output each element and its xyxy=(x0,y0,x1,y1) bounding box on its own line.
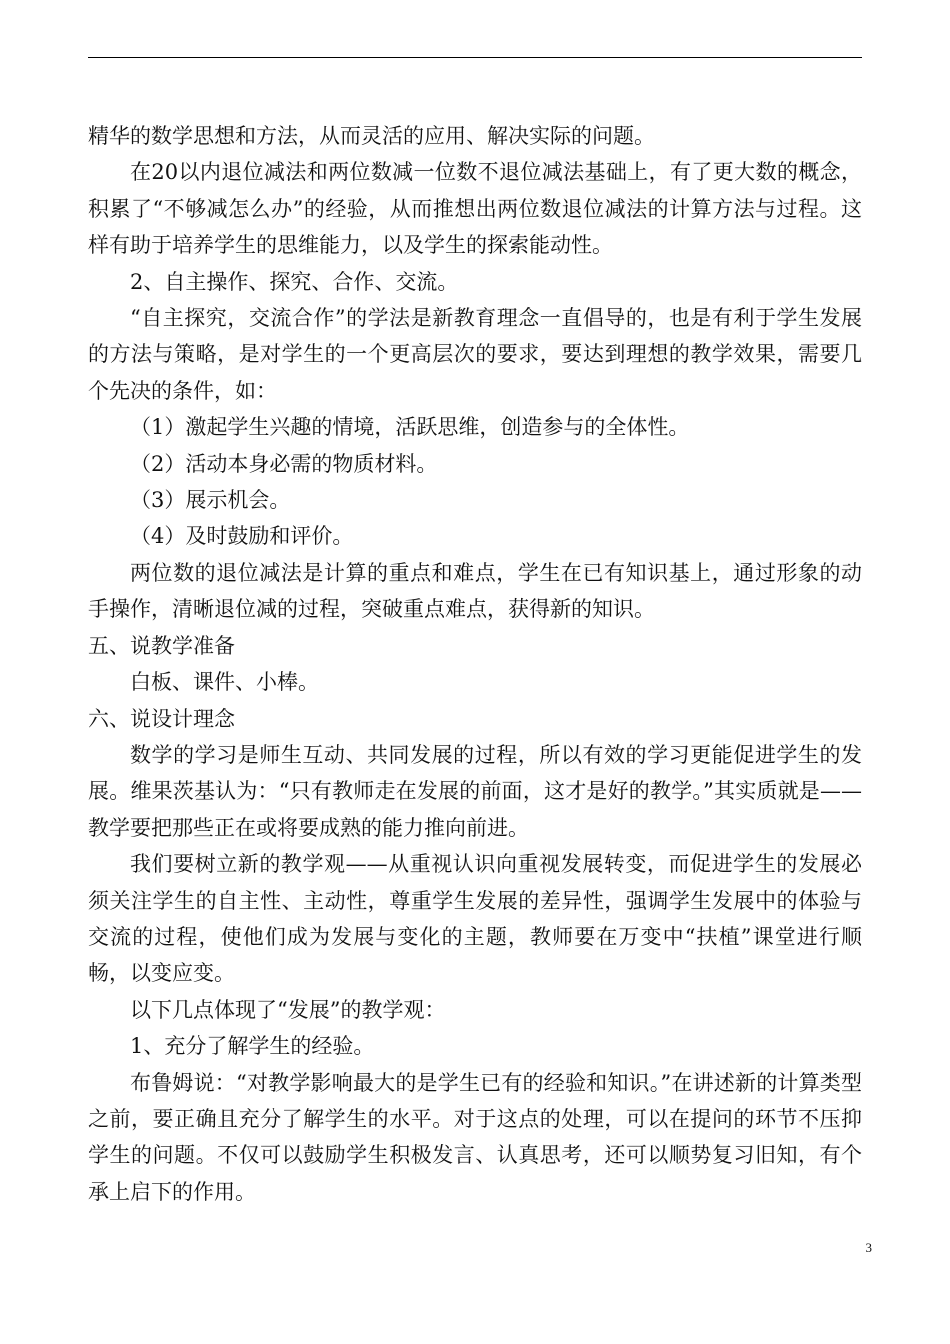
list-heading: 1、充分了解学生的经验。 xyxy=(130,1034,375,1059)
body-text xyxy=(88,118,862,1210)
page-number: 3 xyxy=(865,1240,872,1255)
paragraph: 精华的数学思想和方法，从而灵活的应用、解决实际的问题。 xyxy=(88,124,655,148)
paragraph: 布鲁姆说：“对教学影响最大的是学生已有的经验和知识。”在讲述新的计算类型之前，要正确且充分了解学生的水平。对于这点的处理，可以在提问的环节不压抑学生的问题。不仅可以鼓励学生积极发言、认真思考，还可以顺势复习旧知，有个承上启下的作用。 xyxy=(88,1070,862,1204)
paragraph: “自主探究，交流合作”的学法是新教育理念一直倡导的，也是有利于学生发展的方法与策略，是对学生的一个更高层次的要求，要达到理想的教学效果，需要几个先决的条件，如： xyxy=(88,306,862,403)
list-heading: 2、自主操作、探究、合作、交流。 xyxy=(130,269,459,294)
section-heading: 六、说设计理念 xyxy=(88,706,235,731)
paragraph: 数学的学习是师生互动、共同发展的过程，所以有效的学习更能促进学生的发展。维果茨基认为：“只有教师走在发展的前面，这才是好的教学。”其实质就是——教学要把那些正在或将要成熟的能力推向前进。 xyxy=(88,742,862,840)
list-item: （4）及时鼓励和评价。 xyxy=(130,524,354,549)
paragraph: 在20以内退位减法和两位数减一位数不退位减法基础上，有了更大数的概念，积累了“不够减怎么办”的经验，从而推想出两位数退位减法的计算方法与过程。这样有助于培养学生的思维能力，以及学生的探索能动性。 xyxy=(88,160,862,258)
paragraph: 白板、课件、小棒。 xyxy=(130,670,319,695)
header-rule xyxy=(88,57,862,58)
list-item: （2）活动本身必需的物质材料。 xyxy=(130,451,438,476)
paragraph: 以下几点体现了“发展”的教学观： xyxy=(130,997,446,1022)
section-heading: 五、说教学准备 xyxy=(88,633,235,658)
list-item: （1）激起学生兴趣的情境，活跃思维，创造参与的全体性。 xyxy=(130,415,690,440)
paragraph: 两位数的退位减法是计算的重点和难点，学生在已有知识基上，通过形象的动手操作，清晰退位减的过程，突破重点难点，获得新的知识。 xyxy=(88,560,862,622)
paragraph: 我们要树立新的教学观——从重视认识向重视发展转变，而促进学生的发展必须关注学生的自主性、主动性，尊重学生发展的差异性，强调学生发展中的体验与交流的过程，使他们成为发展与变化的主题，教师要在万变中“扶植”课堂进行顺畅，以变应变。 xyxy=(88,852,862,986)
list-item: （3）展示机会。 xyxy=(130,488,291,513)
